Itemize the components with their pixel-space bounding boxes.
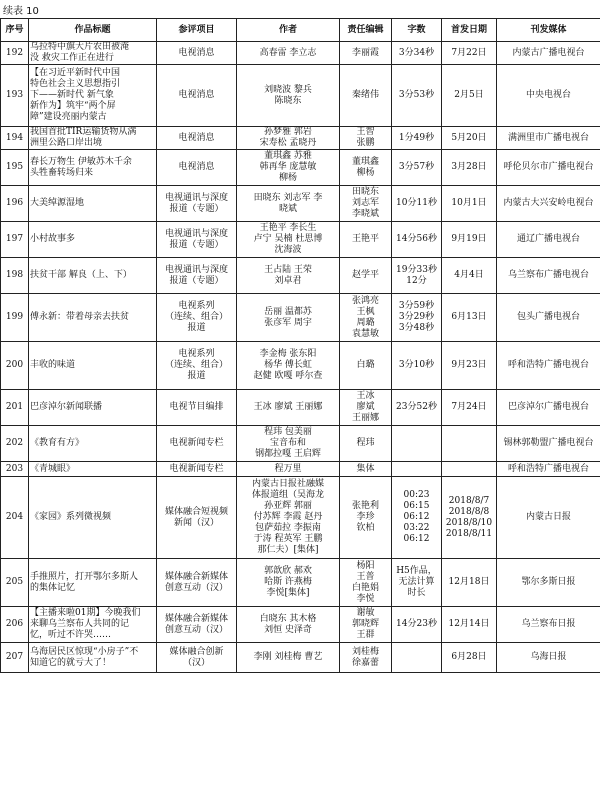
cell-no: 205: [1, 559, 29, 607]
table-row: [1, 186, 600, 222]
cell-length: 3分53秒: [392, 65, 442, 127]
cell-media: 包头广播电视台: [497, 294, 600, 342]
cell-date: 12月14日: [442, 607, 497, 643]
cell-no: 193: [1, 65, 29, 127]
cell-category: 电视系列 （连续、组合） 报道: [157, 342, 237, 390]
cell-category: 电视消息: [157, 150, 237, 186]
cell-editor: 董琪鑫 柳杨: [340, 150, 392, 186]
cell-title: 乌海居民区惊现“小房子”不 知道它的就亏大了！: [29, 643, 157, 673]
cell-length: 14分23秒: [392, 607, 442, 643]
cell-category: 电视节目编排: [157, 390, 237, 426]
cell-category: 电视新闻专栏: [157, 426, 237, 462]
table-row: [1, 643, 600, 673]
cell-title: 小村故事多: [29, 222, 157, 258]
cell-editor: 秦绪伟: [340, 65, 392, 127]
cell-no: 206: [1, 607, 29, 643]
cell-length: [392, 462, 442, 477]
cell-media: 呼伦贝尔市广播电视台: [497, 150, 600, 186]
cell-title: 手推照片，打开鄂尔多斯人 的集体记忆: [29, 559, 157, 607]
cell-no: 200: [1, 342, 29, 390]
cell-author: 董琪鑫 苏雅 韩再华 庞慧敏 柳杨: [237, 150, 340, 186]
cell-length: 19分33秒 12分: [392, 258, 442, 294]
cell-author: 程万里: [237, 462, 340, 477]
table-row: [1, 607, 600, 643]
cell-author: 高春雷 李立志: [237, 42, 340, 65]
table-row: [1, 258, 600, 294]
header-row: [1, 19, 600, 42]
table-row: [1, 477, 600, 559]
cell-length: H5作品， 无法计算 时长: [392, 559, 442, 607]
cell-category: 电视消息: [157, 65, 237, 127]
cell-date: 7月22日: [442, 42, 497, 65]
cell-category: 电视消息: [157, 42, 237, 65]
cell-media: 满洲里市广播电视台: [497, 127, 600, 150]
cell-title: 大美绰源湿地: [29, 186, 157, 222]
cell-date: 10月1日: [442, 186, 497, 222]
cell-category: 媒体融合创新 （汉）: [157, 643, 237, 673]
cell-author: 李金梅 张东阳 杨华 傅长虹 赵健 欧嘎 呼尔查: [237, 342, 340, 390]
cell-media: 呼和浩特广播电视台: [497, 342, 600, 390]
cell-editor: 谢敏 郭晓辉 王群: [340, 607, 392, 643]
cell-length: 14分56秒: [392, 222, 442, 258]
table-row: [1, 42, 600, 65]
cell-media: 中央电视台: [497, 65, 600, 127]
cell-editor: 李丽霞: [340, 42, 392, 65]
cell-title: 《青城眼》: [29, 462, 157, 477]
cell-editor: 白璐: [340, 342, 392, 390]
cell-media: 鄂尔多斯日报: [497, 559, 600, 607]
cell-author: 郭歆欣 郝欢 哈斯 许燕梅 李悦[集体]: [237, 559, 340, 607]
cell-length: 10分11秒: [392, 186, 442, 222]
cell-no: 194: [1, 127, 29, 150]
cell-media: 内蒙古大兴安岭电视台: [497, 186, 600, 222]
cell-category: 媒体融合短视频 新闻（汉）: [157, 477, 237, 559]
award-table: [0, 18, 600, 673]
header-length: 字数: [392, 19, 442, 42]
cell-editor: 程玮: [340, 426, 392, 462]
cell-title: 巴彦淖尔新闻联播: [29, 390, 157, 426]
cell-category: 电视系列 （连续、组合） 报道: [157, 294, 237, 342]
table-row: [1, 426, 600, 462]
cell-no: 202: [1, 426, 29, 462]
table-row: [1, 390, 600, 426]
cell-title: 丰收的味道: [29, 342, 157, 390]
cell-category: 媒体融合新媒体 创意互动（汉）: [157, 607, 237, 643]
cell-media: 乌兰察布日报: [497, 607, 600, 643]
cell-category: 电视通讯与深度 报道（专题）: [157, 222, 237, 258]
cell-media: 呼和浩特广播电视台: [497, 462, 600, 477]
header-editor: 责任编辑: [340, 19, 392, 42]
cell-author: 田晓东 刘志军 李 晓斌: [237, 186, 340, 222]
cell-no: 207: [1, 643, 29, 673]
cell-length: 23分52秒: [392, 390, 442, 426]
cell-date: 12月18日: [442, 559, 497, 607]
cell-title: 【在习近平新时代中国 特色社会主义思想指引 下——新时代 新气象 新作为】筑牢“两个屏 障”建设亮丽内蒙古: [29, 65, 157, 127]
cell-no: 199: [1, 294, 29, 342]
cell-no: 195: [1, 150, 29, 186]
table-row: [1, 342, 600, 390]
cell-category: 电视消息: [157, 127, 237, 150]
cell-length: 3分34秒: [392, 42, 442, 65]
table-caption: 续表 10: [3, 6, 39, 17]
cell-category: 电视通讯与深度 报道（专题）: [157, 186, 237, 222]
cell-date: 2018/8/7 2018/8/8 2018/8/10 2018/8/11: [442, 477, 497, 559]
cell-title: 《家园》系列微视频: [29, 477, 157, 559]
cell-date: 6月13日: [442, 294, 497, 342]
cell-length: 3分59秒 3分29秒 3分48秒: [392, 294, 442, 342]
cell-date: 2月5日: [442, 65, 497, 127]
cell-length: [392, 426, 442, 462]
cell-title: 扶贫干部 解良（上、下）: [29, 258, 157, 294]
cell-no: 201: [1, 390, 29, 426]
cell-date: 5月20日: [442, 127, 497, 150]
cell-editor: 王艳平: [340, 222, 392, 258]
cell-editor: 王冰 廖斌 王丽娜: [340, 390, 392, 426]
cell-no: 204: [1, 477, 29, 559]
cell-title: 【主播来啦01期】今晚我们 来聊乌兰察布人共同的记 忆，听过不许哭……: [29, 607, 157, 643]
cell-length: 3分10秒: [392, 342, 442, 390]
cell-author: 白晓东 其木格 刘恒 史泽奇: [237, 607, 340, 643]
cell-editor: 刘桂梅 徐嘉蕾: [340, 643, 392, 673]
cell-length: 1分49秒: [392, 127, 442, 150]
cell-media: 锡林郭勒盟广播电视台: [497, 426, 600, 462]
cell-author: 王占陆 王荣 刘卓君: [237, 258, 340, 294]
cell-category: 电视通讯与深度 报道（专题）: [157, 258, 237, 294]
cell-editor: 田晓东 刘志军 李晓斌: [340, 186, 392, 222]
cell-editor: 杨阳 王普 白艳娟 李悦: [340, 559, 392, 607]
cell-date: 6月28日: [442, 643, 497, 673]
header-author: 作者: [237, 19, 340, 42]
header-date: 首发日期: [442, 19, 497, 42]
cell-no: 197: [1, 222, 29, 258]
cell-editor: 赵学平: [340, 258, 392, 294]
cell-author: 孙梦雅 郭岩 宋寿松 孟晓丹: [237, 127, 340, 150]
cell-date: 4月4日: [442, 258, 497, 294]
table-row: [1, 127, 600, 150]
cell-author: 程玮 包美丽 宝音布和 钢都拉嘎 王启辉: [237, 426, 340, 462]
cell-media: 内蒙古日报: [497, 477, 600, 559]
cell-category: 媒体融合新媒体 创意互动（汉）: [157, 559, 237, 607]
cell-media: 乌兰察布广播电视台: [497, 258, 600, 294]
header-category: 参评项目: [157, 19, 237, 42]
header-media: 刊发媒体: [497, 19, 600, 42]
cell-length: [392, 643, 442, 673]
cell-date: [442, 426, 497, 462]
cell-media: 通辽广播电视台: [497, 222, 600, 258]
cell-editor: 张鸿亮 王枫 周璐 袁慧敏: [340, 294, 392, 342]
cell-author: 岳丽 温都苏 张彦军 周宇: [237, 294, 340, 342]
cell-editor: 集体: [340, 462, 392, 477]
header-no: 序号: [1, 19, 29, 42]
cell-date: 7月24日: [442, 390, 497, 426]
header-title: 作品标题: [29, 19, 157, 42]
cell-date: 9月23日: [442, 342, 497, 390]
cell-title: 春长万物生 伊敏苏木千余 头牲畜转场归来: [29, 150, 157, 186]
cell-title: 乌拉特中旗大片农田被淹 没 救灾工作正在进行: [29, 42, 157, 65]
table-row: [1, 294, 600, 342]
cell-no: 198: [1, 258, 29, 294]
cell-title: 《教育有方》: [29, 426, 157, 462]
cell-author: 刘晓波 黎兵 陈晓东: [237, 65, 340, 127]
table-row: [1, 462, 600, 477]
table-row: [1, 559, 600, 607]
cell-media: 内蒙古广播电视台: [497, 42, 600, 65]
cell-title: 傅永新：带着母亲去扶贫: [29, 294, 157, 342]
cell-no: 196: [1, 186, 29, 222]
cell-date: 3月28日: [442, 150, 497, 186]
cell-author: 内蒙古日报社融媒 体报道组（吴海龙 孙亚辉 郭丽 付苏辉 李霞 赵丹 包萨茹拉 李振南 于涛 程英军 王鹏 那仁夫）[集体]: [237, 477, 340, 559]
cell-no: 192: [1, 42, 29, 65]
cell-media: 巴彦淖尔广播电视台: [497, 390, 600, 426]
cell-media: 乌海日报: [497, 643, 600, 673]
cell-author: 王艳平 李长生 卢宁 吴楠 杜思博 沈海波: [237, 222, 340, 258]
cell-title: 我国首批TIR运输货物从满 洲里公路口岸出境: [29, 127, 157, 150]
table-row: [1, 65, 600, 127]
cell-no: 203: [1, 462, 29, 477]
cell-date: 9月19日: [442, 222, 497, 258]
cell-author: 王冰 廖斌 王丽娜: [237, 390, 340, 426]
cell-length: 3分57秒: [392, 150, 442, 186]
table-row: [1, 150, 600, 186]
cell-length: 00:23 06:15 06:12 03:22 06:12: [392, 477, 442, 559]
cell-date: [442, 462, 497, 477]
cell-author: 李刚 刘桂梅 曹艺: [237, 643, 340, 673]
cell-editor: 张艳利 李珍 钦柏: [340, 477, 392, 559]
table-row: [1, 222, 600, 258]
cell-category: 电视新闻专栏: [157, 462, 237, 477]
cell-editor: 王智 张鹏: [340, 127, 392, 150]
